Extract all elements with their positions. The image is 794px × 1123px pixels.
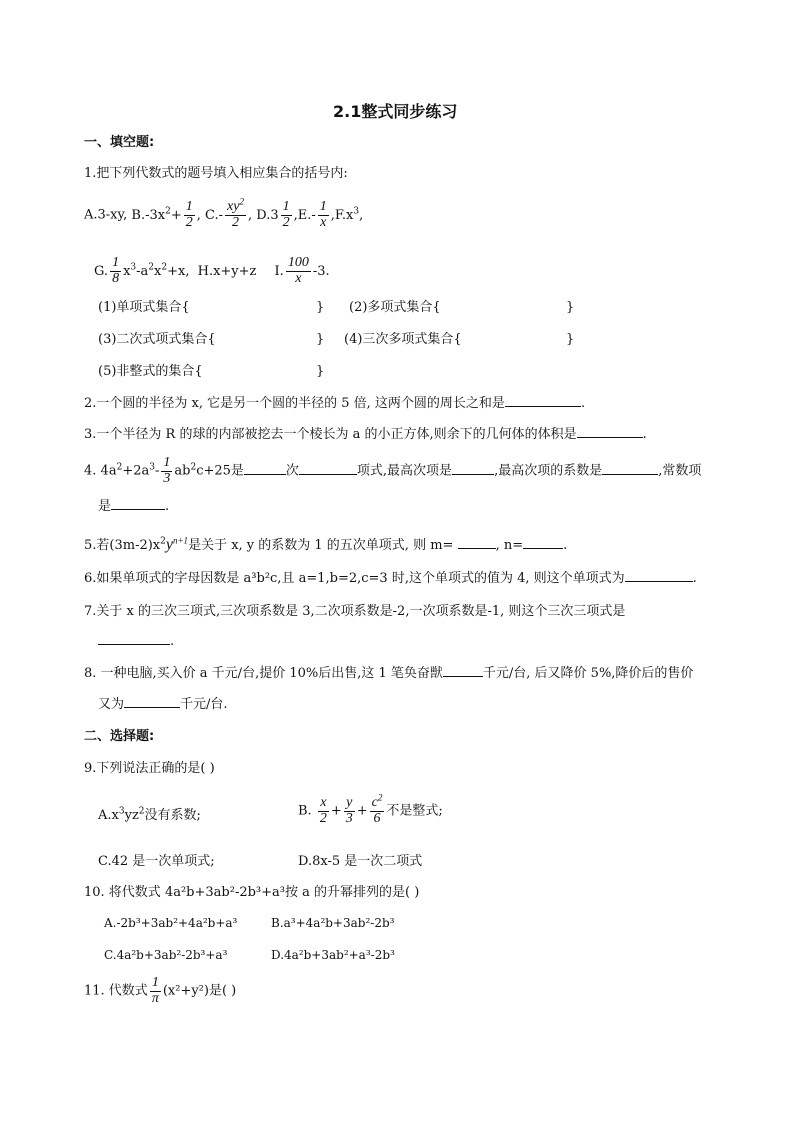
answer-blank[interactable] [452, 473, 494, 475]
answer-blank[interactable] [458, 547, 496, 549]
set-non-integral-close: } [316, 364, 325, 379]
set-monomial: (1)单项式集合{ [98, 300, 190, 315]
question-9-option-b[interactable]: B. $\frac{x}{2}$ + $\frac{y}{3}$ + $\frac{c^2}{6}$ 不是整式; [298, 792, 443, 826]
answer-blank[interactable] [625, 580, 693, 582]
answer-blank[interactable] [244, 473, 286, 475]
option-a: A.3-xy, [84, 207, 128, 223]
page-title: 2.1整式同步练习 [333, 102, 458, 121]
set-quadratic: (3)二次式项式集合{ [98, 332, 216, 347]
option-g: G. $\frac{1}{8}$ $x^3-a^2x^2+x$, [94, 255, 190, 286]
set-polynomial-close: } [566, 300, 575, 315]
set-polynomial: (2)多项式集合{ [349, 300, 441, 315]
option-b: $B.-3x^2+$ $\frac{1}{2}$ , [131, 199, 201, 230]
answer-blank[interactable] [577, 436, 643, 438]
question-10-option-b[interactable]: B.a³+4a²b+3ab²-2b³ [271, 916, 395, 930]
question-2: 2.一个圆的半径为 x, 它是另一个圆的半径的 5 倍, 这两个圆的周长之和是 . [84, 396, 586, 411]
question-9-option-c[interactable]: C.42 是一次单项式; [98, 854, 215, 869]
question-10-option-a[interactable]: A.-2b³+3ab²+4a²b+a³ [104, 916, 238, 930]
question-9-option-a[interactable]: $A.x^3yz^2$没有系数; [98, 806, 201, 823]
answer-blank[interactable] [523, 547, 563, 549]
section-fill-in-blank: 一、填空题: [84, 135, 155, 150]
question-1-options-row2 [94, 256, 330, 286]
answer-blank[interactable] [443, 675, 483, 677]
option-d: D.3 $\frac{1}{2}$ [256, 199, 290, 230]
question-7: 7.关于 x 的三次三项式,三次项系数是 3,二次项系数是-2,一次项系数是-1, 则这个三次三项式是 [84, 604, 626, 619]
set-cubic: (4)三次多项式集合{ [344, 332, 462, 347]
option-h: H.x+y+z [197, 263, 257, 279]
option-e: ,E.- $\frac{1}{x}$ [293, 199, 327, 230]
question-5: 5.若$(3m-2)x^2y^{n+1}$是关于 x, y 的系数为 1 的五次单项式, 则 m= , n= . [84, 535, 568, 553]
question-1-options-row1 [84, 196, 364, 230]
question-4: 4. $4a^2+2a^3-$ $\frac{1}{3}$ $ab^2c+25$是 次 项式,最高次项是 ,最高次项的系数是 ,常数项 [84, 455, 702, 486]
question-7-line2: . [98, 634, 174, 650]
question-10-option-d[interactable]: D.4a²b+3ab²+a³-2b³ [271, 948, 395, 962]
question-8-line2: 又为 千元/台. [98, 697, 228, 712]
answer-blank[interactable] [299, 473, 357, 475]
question-8: 8. 一种电脑,买入价 a 千元/台,提价 10%后出售,这 1 笔奂奋獣 千元/台, 后又降价 5%,降价后的售价 [84, 666, 694, 681]
answer-blank[interactable] [602, 473, 658, 475]
answer-blank[interactable] [124, 706, 180, 708]
option-c: C.- $\frac{xy^2}{2}$ , [205, 196, 253, 230]
question-1-stem: 1.把下列代数式的题号填入相应集合的括号内: [84, 166, 348, 181]
answer-blank[interactable] [111, 508, 165, 510]
question-4-line2: 是 . [98, 499, 170, 514]
answer-blank[interactable] [98, 643, 170, 645]
set-cubic-close: } [566, 332, 575, 347]
option-f: $,F.x^3$, [330, 206, 364, 223]
set-monomial-close: } [316, 300, 325, 315]
section-multiple-choice: 二、选择题: [84, 729, 155, 744]
question-11: 11. 代数式 $\frac{1}{\pi}$ (x²+y²)是( ) [84, 975, 237, 1006]
answer-blank[interactable] [505, 405, 581, 407]
question-3: 3.一个半径为 R 的球的内部被挖去一个棱长为 a 的小正方体,则余下的几何体的体积是 . [84, 427, 647, 442]
question-6: 6.如果单项式的字母因数是 a³b²c,且 a=1,b=2,c=3 时,这个单项式的值为 4, 则这个单项式为 . [84, 571, 697, 586]
question-9-stem: 9.下列说法正确的是( ) [84, 761, 215, 776]
question-10-option-c[interactable]: C.4a²b+3ab²-2b³+a³ [104, 948, 228, 962]
set-quadratic-close: } [316, 332, 325, 347]
option-i: I. $\frac{100}{x}$ -3. [274, 255, 330, 286]
question-10-stem: 10. 将代数式 4a²b+3ab²-2b³+a³按 a 的升幂排列的是( ) [84, 885, 420, 900]
set-non-integral: (5)非整式的集合{ [98, 364, 203, 379]
question-9-option-d[interactable]: D.8x-5 是一次二项式 [298, 854, 423, 869]
